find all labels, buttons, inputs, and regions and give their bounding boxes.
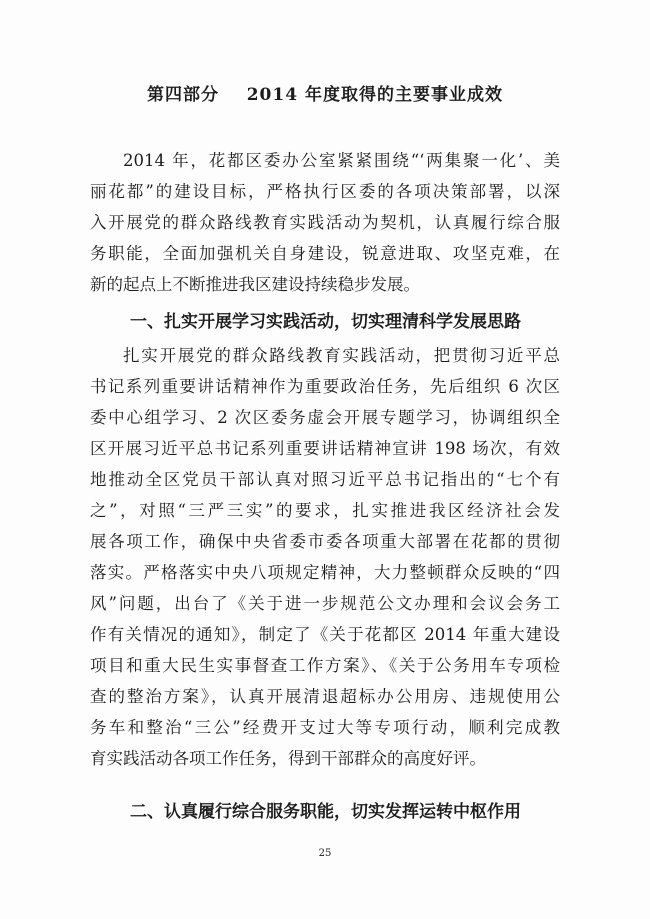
paragraph-1: [90, 145, 560, 300]
section-heading-1: 一、扎实开展学习实践活动，切实理清科学发展思路: [130, 312, 521, 332]
page-number: 25: [318, 848, 332, 859]
paragraph-line: 入开展党的群众路线教育实践活动为契机，认真履行综合服: [90, 213, 560, 232]
paragraph-2: [90, 340, 560, 774]
paragraph-line: 落实。严格落实中央八项规定精神，大力整顿群众反映的“四: [90, 563, 560, 582]
paragraph-line: 查的整治方案》，认真开展清退超标办公用房、违规使用公: [90, 687, 560, 706]
paragraph-line: 新的起点上不断推进我区建设持续稳步发展。: [90, 275, 420, 294]
paragraph-line: 委中心组学习、2 次区委务虚会开展专题学习，协调组织全: [90, 408, 560, 427]
section-heading-2: 二、认真履行综合服务职能，切实发挥运转中枢作用: [130, 802, 521, 822]
paragraph-line: 扎实开展党的群众路线教育实践活动，把贯彻习近平总: [123, 346, 560, 365]
paragraph-line: 项目和重大民生实事督查工作方案》、《关于公务用车专项检: [90, 656, 560, 675]
paragraph-line: 展各项工作，确保中央省委市委各项重大部署在花都的贯彻: [90, 532, 560, 551]
paragraph-line: 区开展习近平总书记系列重要讲话精神宣讲 198 场次，有效: [90, 439, 560, 458]
paragraph-line: 书记系列重要讲话精神作为重要政治任务，先后组织 6 次区: [90, 377, 560, 396]
paragraph-line: 作有关情况的通知》，制定了《关于花都区 2014 年重大建设: [90, 625, 560, 644]
paragraph-line: 务车和整治“三公”经费开支过大等专项行动，顺利完成教: [90, 718, 560, 737]
paragraph-line: 之”，对照“三严三实”的要求，扎实推进我区经济社会发: [90, 501, 560, 520]
paragraph-line: 风”问题，出台了《关于进一步规范公文办理和会议会务工: [90, 594, 560, 613]
paragraph-line: 地推动全区党员干部认真对照习近平总书记指出的“七个有: [90, 470, 560, 489]
page-title: 第四部分 2014 年度取得的主要事业成效: [147, 85, 503, 105]
paragraph-line: 丽花都”的建设目标，严格执行区委的各项决策部署，以深: [90, 182, 560, 201]
paragraph-line: 育实践活动各项工作任务，得到干部群众的高度好评。: [90, 749, 486, 768]
paragraph-line: 务职能，全面加强机关自身建设，锐意进取、攻坚克难，在: [90, 244, 560, 263]
paragraph-line: 2014 年，花都区委办公室紧紧围绕“‘两集聚一化’、美: [123, 151, 560, 170]
